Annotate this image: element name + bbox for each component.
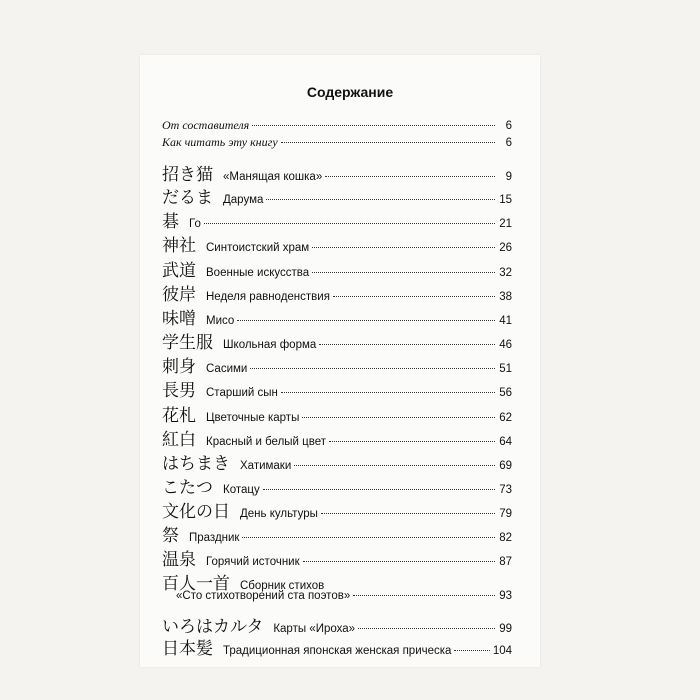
entry-page-number: 15 xyxy=(499,194,512,206)
entry-label: Мисо xyxy=(206,315,235,327)
entry-kanji: 祭 xyxy=(162,526,179,546)
toc-entry xyxy=(162,497,512,522)
dot-leader xyxy=(303,560,495,562)
toc-entry xyxy=(162,231,512,256)
entry-label: Котацу xyxy=(223,484,260,496)
dot-leader xyxy=(250,367,495,369)
entry-label: Карты «Ироха» xyxy=(273,623,356,635)
entry-page-number: 64 xyxy=(499,436,512,448)
dot-leader xyxy=(242,536,495,538)
dot-leader xyxy=(321,512,495,514)
toc-entry xyxy=(162,256,512,281)
entry-page-number: 104 xyxy=(492,645,512,657)
entry-label: Праздник xyxy=(189,532,240,544)
entry-kanji: 武道 xyxy=(162,261,196,281)
toc-entry xyxy=(162,328,512,353)
dot-leader xyxy=(329,440,495,442)
toc-entry xyxy=(162,118,512,133)
dot-leader xyxy=(302,416,495,418)
entry-page-number: 87 xyxy=(499,556,512,568)
entry-page-number: 46 xyxy=(499,339,512,351)
entry-kanji: 紅白 xyxy=(162,430,196,450)
dot-leader xyxy=(312,271,495,273)
entry-kanji: 彼岸 xyxy=(162,285,196,305)
entry-kanji: 花札 xyxy=(162,406,196,426)
dot-leader xyxy=(252,124,495,126)
toc-entry xyxy=(162,425,512,450)
entry-label: Красный и белый цвет xyxy=(206,436,327,448)
entry-label: Школьная форма xyxy=(223,339,317,351)
toc-entry xyxy=(162,401,512,426)
entry-page-number: 62 xyxy=(499,412,512,424)
entry-kanji: 味噌 xyxy=(162,309,196,329)
toc-entry xyxy=(162,590,512,602)
toc-entry xyxy=(162,280,512,305)
entry-page-number: 79 xyxy=(499,508,512,520)
entry-kanji: 百人一首 xyxy=(162,574,230,594)
entry-label: День культуры xyxy=(240,508,318,520)
entry-page-number: 6 xyxy=(505,137,512,149)
toc-entry xyxy=(162,473,512,498)
entry-page-number: 41 xyxy=(499,315,512,327)
dot-leader xyxy=(358,627,495,629)
entry-label: Сборник стихов xyxy=(240,580,325,592)
entry-kanji: 刺身 xyxy=(162,357,196,377)
entry-label: Старший сын xyxy=(206,387,278,399)
dot-leader xyxy=(319,343,495,345)
entry-page-number: 73 xyxy=(499,484,512,496)
entry-label: Горячий источник xyxy=(206,556,300,568)
dot-leader xyxy=(237,319,495,321)
entry-kanji: 温泉 xyxy=(162,550,196,570)
dot-leader xyxy=(454,649,489,651)
entry-label: Неделя равноденствия xyxy=(206,291,330,303)
entry-kanji: 長男 xyxy=(162,381,196,401)
toc-entry xyxy=(162,376,512,401)
toc-entry xyxy=(162,183,512,208)
entry-kanji: 日本髪 xyxy=(162,639,213,659)
entry-kanji: はちまき xyxy=(162,454,230,474)
dot-leader xyxy=(353,594,495,596)
toc-entry xyxy=(162,545,512,570)
dot-leader xyxy=(333,295,495,297)
entry-kanji: 碁 xyxy=(162,212,179,232)
entry-kanji: 招き猫 xyxy=(162,165,213,185)
toc-entry xyxy=(162,521,512,546)
toc-entry xyxy=(162,634,512,659)
entry-label: Традиционная японская женская прическа xyxy=(223,645,452,657)
entry-label: Дарума xyxy=(223,194,264,206)
entry-page-number: 9 xyxy=(505,171,512,183)
dot-leader xyxy=(281,391,495,393)
toc-entry xyxy=(162,449,512,474)
dot-leader xyxy=(204,222,495,224)
entry-kanji: 文化の日 xyxy=(162,502,230,522)
entry-label: Го xyxy=(189,218,201,230)
dot-leader xyxy=(266,198,495,200)
entry-label: Цветочные карты xyxy=(206,412,300,424)
entry-page-number: 51 xyxy=(499,363,512,375)
entry-label: Хатимаки xyxy=(240,460,292,472)
entry-page-number: 99 xyxy=(499,623,512,635)
entry-label: Сасими xyxy=(206,363,248,375)
entry-page-number: 38 xyxy=(499,291,512,303)
toc-entry xyxy=(162,207,512,232)
entry-label: Как читать эту книгу xyxy=(162,135,278,149)
page-title: Содержание xyxy=(306,84,394,100)
entry-label: Синтоистский храм xyxy=(206,242,310,254)
entry-kanji: 神社 xyxy=(162,236,196,256)
entry-label: «Манящая кошка» xyxy=(223,171,323,183)
entry-kanji: こたつ xyxy=(162,478,213,498)
entry-label: От составителя xyxy=(162,118,250,132)
entry-label: Военные искусства xyxy=(206,267,310,279)
entry-page-number: 56 xyxy=(499,387,512,399)
toc-entry xyxy=(162,160,512,185)
entry-page-number: 21 xyxy=(499,218,512,230)
entry-page-number: 26 xyxy=(499,242,512,254)
dot-leader xyxy=(263,488,495,490)
entry-page-number: 32 xyxy=(499,267,512,279)
dot-leader xyxy=(312,246,495,248)
entry-kanji: だるま xyxy=(162,188,213,208)
entry-page-number: 6 xyxy=(505,120,512,132)
dot-leader xyxy=(294,464,495,466)
entry-page-number: 93 xyxy=(499,590,512,602)
entry-label: «Сто стихотворений ста поэтов» xyxy=(176,590,351,602)
dot-leader xyxy=(325,175,495,177)
dot-leader xyxy=(281,141,495,143)
toc-entry xyxy=(162,352,512,377)
entry-page-number: 82 xyxy=(499,532,512,544)
toc-entry xyxy=(162,304,512,329)
entry-page-number: 69 xyxy=(499,460,512,472)
entry-kanji: 学生服 xyxy=(162,333,213,353)
toc-entry xyxy=(162,135,512,150)
entry-kanji: いろはカルタ xyxy=(162,617,264,637)
